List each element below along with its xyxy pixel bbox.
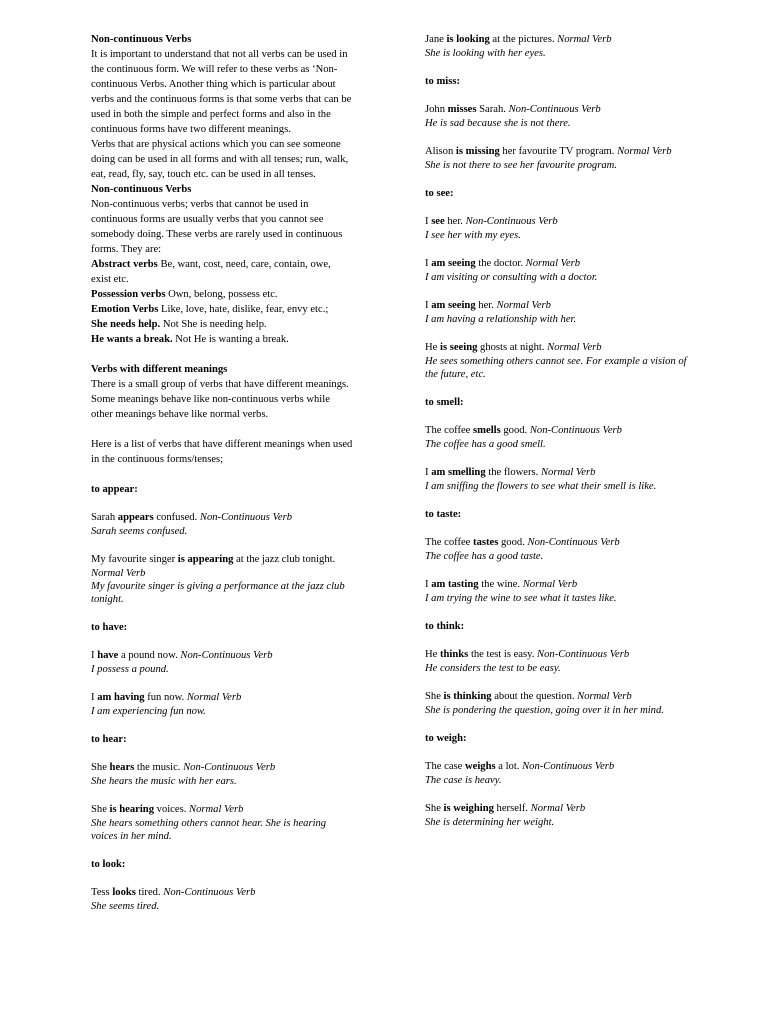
verb-type: Normal Verb <box>557 34 612 45</box>
noncont-line: continuous forms are usually verbs that you cannot see <box>91 214 324 225</box>
sentence-post: voices. <box>154 804 190 815</box>
sentence-post: at the pictures. <box>489 34 558 45</box>
verb-heading-taste: to taste: <box>425 509 462 520</box>
example-entry <box>91 885 391 913</box>
example-sentence <box>91 648 391 663</box>
sentence-verb: thinks <box>440 649 469 660</box>
needs-text: Not She is needing help. <box>160 319 267 330</box>
example-entry <box>425 423 725 451</box>
example-sentence <box>91 802 391 817</box>
abstract-verbs-line <box>91 257 391 272</box>
sentence-pre: Jane <box>425 34 447 45</box>
sentence-pre: I <box>425 467 432 478</box>
example-sentence <box>425 102 725 117</box>
sentence-pre: I <box>425 300 432 311</box>
example-gloss: He is sad because she is not there. <box>425 118 571 129</box>
verb-heading-see: to see: <box>425 188 454 199</box>
example-sentence <box>425 214 725 229</box>
intro-line: doing can be used in all forms and with all tenses; run, walk, <box>91 154 349 165</box>
sentence-pre: Sarah <box>91 512 118 523</box>
sentence-post: a lot. <box>495 761 523 772</box>
verb-heading-hear: to hear: <box>91 734 127 745</box>
sentence-pre: She <box>91 762 110 773</box>
verb-type: Non-Continuous Verb <box>163 887 256 898</box>
verb-type: Non-Continuous Verb <box>199 512 292 523</box>
example-sentence <box>425 32 725 47</box>
sentence-verb: hears <box>109 762 135 773</box>
example-gloss: Sarah seems confused. <box>91 526 188 537</box>
sentence-verb: is looking <box>446 34 490 45</box>
right-column <box>425 32 725 843</box>
example-entry <box>91 648 391 676</box>
sentence-pre: He <box>425 342 441 353</box>
sentence-pre: Alison <box>425 146 456 157</box>
example-gloss: I am experiencing fun now. <box>91 706 206 717</box>
example-gloss: She is not there to see her favourite program. <box>425 160 617 171</box>
abstract-text: Be, want, cost, need, care, contain, owe, <box>157 259 331 270</box>
sentence-pre: Tess <box>91 887 113 898</box>
example-gloss: She is looking with her eyes. <box>425 48 546 59</box>
sentence-pre: The coffee <box>425 425 474 436</box>
sentence-pre: I <box>91 692 98 703</box>
sentence-pre: I <box>91 650 98 661</box>
noncont-title: Non-continuous Verbs <box>91 184 192 195</box>
noncont-line: forms. They are: <box>91 244 162 255</box>
verb-type: Normal Verb <box>189 804 244 815</box>
sentence-verb: am smelling <box>431 467 486 478</box>
example-entry <box>425 214 725 242</box>
sentence-post: the test is easy. <box>468 649 538 660</box>
example-gloss: She is determining her weight. <box>425 817 555 828</box>
example-sentence <box>425 647 725 662</box>
needs-example-line <box>91 317 391 332</box>
example-gloss: She hears something others cannot hear. She is hearing <box>91 818 327 829</box>
example-sentence <box>425 340 725 355</box>
sentence-pre: She <box>425 803 444 814</box>
example-entry <box>91 552 391 606</box>
example-sentence <box>91 552 391 567</box>
sentence-post: Sarah. <box>476 104 509 115</box>
sentence-post: the wine. <box>478 579 523 590</box>
example-sentence <box>91 885 391 900</box>
example-gloss: The coffee has a good smell. <box>425 439 546 450</box>
example-sentence <box>91 690 391 705</box>
example-gloss: I possess a pound. <box>91 664 169 675</box>
verb-type: Normal Verb <box>577 691 632 702</box>
sentence-verb: is thinking <box>443 691 492 702</box>
sentence-post: fun now. <box>144 692 187 703</box>
example-sentence <box>425 577 725 592</box>
verb-type: Non-Continuous Verb <box>465 216 558 227</box>
verb-type: Normal Verb <box>522 579 578 590</box>
sentence-verb: looks <box>112 887 136 898</box>
verb-type: Non-Continuous Verb <box>183 762 276 773</box>
sentence-post: her favourite TV program. <box>499 146 618 157</box>
example-gloss: She hears the music with her ears. <box>91 776 237 787</box>
wants-example-line <box>91 332 391 347</box>
verb-type: Non-Continuous Verb <box>537 649 630 660</box>
sentence-verb: appears <box>117 512 154 523</box>
verb-type: Normal Verb <box>540 467 596 478</box>
verb-heading-have: to have: <box>91 622 128 633</box>
possession-text: Own, belong, possess etc. <box>165 289 278 300</box>
sentence-verb: tastes <box>473 537 499 548</box>
sentence-post: the flowers. <box>485 467 541 478</box>
intro-line: continuous forms have two different meanings. <box>91 124 291 135</box>
example-entry <box>425 102 725 130</box>
sentence-post: good. <box>498 537 528 548</box>
needs-label: She needs help. <box>91 319 161 330</box>
noncont-line: somebody doing. These verbs are rarely used in continuous <box>91 229 343 240</box>
example-entry <box>425 298 725 326</box>
example-entry <box>91 802 391 843</box>
example-entry <box>425 535 725 563</box>
intro-title: Non-continuous Verbs <box>91 34 192 45</box>
sentence-post: tired. <box>135 887 164 898</box>
example-entry <box>91 510 391 538</box>
example-gloss: The case is heavy. <box>425 775 502 786</box>
intro-line: verbs and the continuous forms is that some verbs that can be <box>91 94 352 105</box>
verb-type: Non-Continuous Verb <box>508 104 601 115</box>
example-gloss: I am sniffing the flowers to see what their smell is like. <box>425 481 657 492</box>
sentence-verb: is weighing <box>443 803 494 814</box>
sentence-post: good. <box>500 425 530 436</box>
verb-type: Normal Verb <box>525 258 581 269</box>
example-gloss: She is pondering the question, going over it in her mind. <box>425 705 664 716</box>
list-intro-line: Here is a list of verbs that have different meanings when used <box>91 439 353 450</box>
verb-type: Non-Continuous Verb <box>180 650 273 661</box>
sentence-pre: I <box>425 579 432 590</box>
emotion-label: Emotion Verbs <box>91 304 159 315</box>
example-entry <box>425 144 725 172</box>
sentence-pre: She <box>425 691 444 702</box>
sentence-verb: see <box>431 216 445 227</box>
example-entry <box>425 759 725 787</box>
sentence-post: the music. <box>134 762 184 773</box>
example-gloss: She seems tired. <box>91 901 160 912</box>
intro-line: continuous Verbs. Another thing which is particular about <box>91 79 336 90</box>
verb-type: Non-Continuous Verb <box>529 425 622 436</box>
verb-heading-think: to think: <box>425 621 465 632</box>
sentence-post: at the jazz club tonight. <box>233 554 336 565</box>
sentence-verb: is seeing <box>440 342 478 353</box>
sentence-pre: The coffee <box>425 537 474 548</box>
intro-line: Verbs that are physical actions which you can see someone <box>91 139 341 150</box>
intro-line: the continuous form. We will refer to these verbs as ‘Non- <box>91 64 338 75</box>
sentence-verb: am having <box>97 692 145 703</box>
sentence-pre: John <box>425 104 448 115</box>
example-entry <box>425 801 725 829</box>
example-gloss: He sees something others cannot see. For example a vision of <box>425 356 687 367</box>
sentence-verb: weighs <box>465 761 496 772</box>
example-sentence <box>425 759 725 774</box>
intro-line: used in both the simple and perfect forms and also in the <box>91 109 331 120</box>
list-intro-line: in the continuous forms/tenses; <box>91 454 224 465</box>
sentence-post: her. <box>475 300 497 311</box>
example-sentence <box>425 535 725 550</box>
example-sentence <box>425 144 725 159</box>
sentence-pre: She <box>91 804 110 815</box>
sentence-verb: am tasting <box>431 579 479 590</box>
sentence-post: a pound now. <box>118 650 181 661</box>
noncont-line: Non-continuous verbs; verbs that cannot be used in <box>91 199 309 210</box>
verb-type: Normal Verb <box>496 300 551 311</box>
intro-line: eat, read, fly, say, touch etc. can be used in all tenses. <box>91 169 316 180</box>
verb-type: Normal Verb <box>91 568 146 579</box>
example-sentence <box>425 298 725 313</box>
verb-type: Non-Continuous Verb <box>527 537 620 548</box>
sentence-pre: I <box>425 216 432 227</box>
different-line: There is a small group of verbs that have different meanings. <box>91 379 349 390</box>
example-entry <box>425 465 725 493</box>
sentence-pre: The case <box>425 761 465 772</box>
wants-text: Not He is wanting a break. <box>172 334 289 345</box>
abstract-label: Abstract verbs <box>91 259 158 270</box>
sentence-post: her. <box>444 216 466 227</box>
verb-heading-look: to look: <box>91 859 126 870</box>
sentence-post: the doctor. <box>475 258 526 269</box>
verb-type: Normal Verb <box>617 146 672 157</box>
sentence-verb: misses <box>447 104 477 115</box>
sentence-verb: is missing <box>455 146 500 157</box>
verb-heading-appear: to appear: <box>91 484 138 495</box>
example-sentence <box>425 256 725 271</box>
emotion-text: Like, love, hate, dislike, fear, envy etc.; <box>158 304 329 315</box>
verb-heading-miss: to miss: <box>425 76 461 87</box>
example-sentence <box>425 423 725 438</box>
example-gloss: voices in her mind. <box>91 831 172 842</box>
sentence-post: ghosts at night. <box>477 342 548 353</box>
example-entry <box>425 340 725 381</box>
example-gloss: the future, etc. <box>425 369 486 380</box>
verb-type: Non-Continuous Verb <box>522 761 615 772</box>
example-entry <box>91 760 391 788</box>
example-sentence <box>425 465 725 480</box>
sentence-verb: have <box>97 650 119 661</box>
wants-label: He wants a break. <box>91 334 173 345</box>
sentence-verb: is appearing <box>177 554 234 565</box>
sentence-pre: My favourite singer <box>91 554 178 565</box>
sentence-post: confused. <box>153 512 200 523</box>
sentence-verb: am seeing <box>431 258 476 269</box>
verb-heading-weigh: to weigh: <box>425 733 467 744</box>
left-column <box>91 32 391 927</box>
example-entry <box>425 577 725 605</box>
possession-verbs-line <box>91 287 391 302</box>
example-gloss: The coffee has a good taste. <box>425 551 544 562</box>
example-gloss: I see her with my eyes. <box>425 230 521 241</box>
example-entry <box>425 647 725 675</box>
example-sentence <box>91 510 391 525</box>
verb-type: Normal Verb <box>547 342 602 353</box>
sentence-post: about the question. <box>491 691 578 702</box>
verb-heading-smell: to smell: <box>425 397 464 408</box>
different-title: Verbs with different meanings <box>91 364 228 375</box>
intro-line: It is important to understand that not all verbs can be used in <box>91 49 348 60</box>
possession-label: Possession verbs <box>91 289 166 300</box>
example-gloss: My favourite singer is giving a performance at the jazz club <box>91 581 345 592</box>
example-sentence <box>91 760 391 775</box>
verb-type: Normal Verb <box>530 803 586 814</box>
abstract-verbs-line-2: exist etc. <box>91 274 129 285</box>
sentence-pre: I <box>425 258 432 269</box>
sentence-post: herself. <box>493 803 531 814</box>
example-gloss: I am visiting or consulting with a doctor. <box>425 272 598 283</box>
sentence-verb: smells <box>473 425 501 436</box>
different-line: Some meanings behave like non-continuous verbs while <box>91 394 330 405</box>
example-sentence <box>425 689 725 704</box>
example-gloss: I am trying the wine to see what it tastes like. <box>425 593 617 604</box>
example-entry <box>425 32 725 60</box>
example-sentence <box>425 801 725 816</box>
sentence-verb: am seeing <box>431 300 476 311</box>
verb-type: Normal Verb <box>186 692 242 703</box>
example-entry <box>425 256 725 284</box>
example-entry <box>425 689 725 717</box>
example-gloss: I am having a relationship with her. <box>425 314 577 325</box>
sentence-verb: is hearing <box>109 804 154 815</box>
emotion-verbs-line <box>91 302 391 317</box>
sentence-pre: He <box>425 649 441 660</box>
example-entry <box>91 690 391 718</box>
different-line: other meanings behave like normal verbs. <box>91 409 269 420</box>
example-gloss: He considers the test to be easy. <box>425 663 561 674</box>
example-gloss: tonight. <box>91 594 124 605</box>
